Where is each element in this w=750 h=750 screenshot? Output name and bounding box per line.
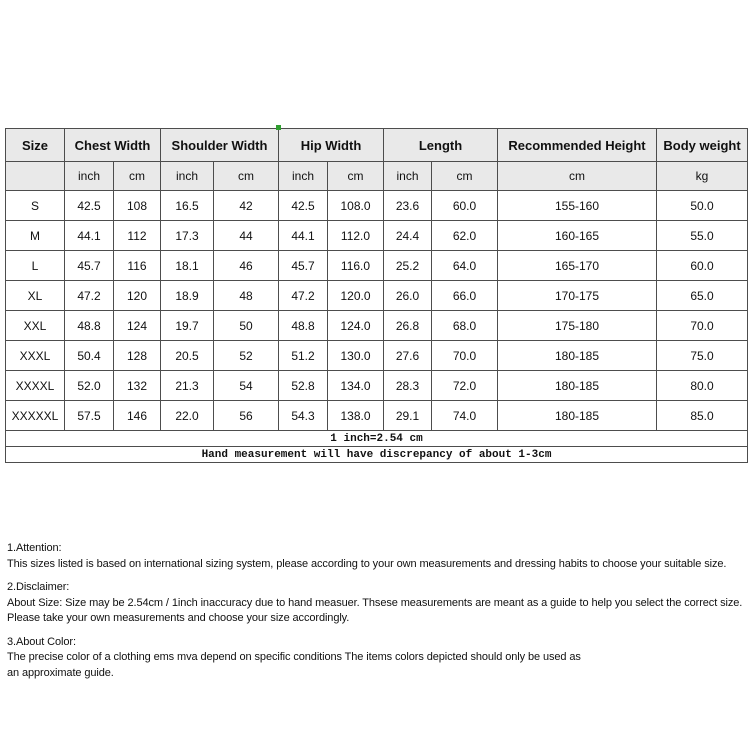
value-cell: 44.1 xyxy=(279,221,328,251)
value-cell: 25.2 xyxy=(384,251,432,281)
value-cell: 132 xyxy=(114,371,161,401)
col-header-body-weight: Body weight xyxy=(657,129,748,162)
table-row xyxy=(6,251,748,281)
value-cell: 26.8 xyxy=(384,311,432,341)
value-cell: 52.8 xyxy=(279,371,328,401)
value-cell: 48.8 xyxy=(279,311,328,341)
col-header-shoulder-width: Shoulder Width xyxy=(161,129,279,162)
footer-section xyxy=(7,580,750,627)
value-cell: 68.0 xyxy=(432,311,498,341)
value-cell: 42.5 xyxy=(65,191,114,221)
value-cell: 112 xyxy=(114,221,161,251)
value-cell: 160-165 xyxy=(498,221,657,251)
value-cell: 50 xyxy=(214,311,279,341)
table-row xyxy=(6,221,748,251)
value-cell: 70.0 xyxy=(432,341,498,371)
value-cell: 52.0 xyxy=(65,371,114,401)
value-cell: 75.0 xyxy=(657,341,748,371)
size-cell: XXXXL xyxy=(6,371,65,401)
value-cell: 18.9 xyxy=(161,281,214,311)
value-cell: 64.0 xyxy=(432,251,498,281)
value-cell: 165-170 xyxy=(498,251,657,281)
value-cell: 80.0 xyxy=(657,371,748,401)
value-cell: 60.0 xyxy=(432,191,498,221)
value-cell: 180-185 xyxy=(498,401,657,431)
value-cell: 60.0 xyxy=(657,251,748,281)
value-cell: 45.7 xyxy=(65,251,114,281)
size-cell: M xyxy=(6,221,65,251)
footer-section-line: Please take your own measurements and choose your size accordingly. xyxy=(7,612,350,624)
note-row xyxy=(6,431,748,447)
value-cell: 120 xyxy=(114,281,161,311)
value-cell: 124 xyxy=(114,311,161,341)
footer-section-heading: 3.About Color: xyxy=(7,635,76,648)
value-cell: 128 xyxy=(114,341,161,371)
value-cell: 45.7 xyxy=(279,251,328,281)
footer-section-line: The precise color of a clothing ems mva depend on specific conditions The items colors depicted should only be used as xyxy=(7,651,581,663)
green-artifact-mark xyxy=(276,125,281,130)
col-header-length: Length xyxy=(384,129,498,162)
unit-cell: inch xyxy=(65,162,114,191)
value-cell: 170-175 xyxy=(498,281,657,311)
value-cell: 175-180 xyxy=(498,311,657,341)
value-cell: 57.5 xyxy=(65,401,114,431)
value-cell: 50.4 xyxy=(65,341,114,371)
value-cell: 46 xyxy=(214,251,279,281)
col-header-size: Size xyxy=(6,129,65,162)
value-cell: 48.8 xyxy=(65,311,114,341)
unit-cell: cm xyxy=(432,162,498,191)
value-cell: 18.1 xyxy=(161,251,214,281)
value-cell: 47.2 xyxy=(279,281,328,311)
note-row xyxy=(6,447,748,463)
units-row xyxy=(6,162,748,191)
value-cell: 120.0 xyxy=(328,281,384,311)
value-cell: 27.6 xyxy=(384,341,432,371)
table-row xyxy=(6,311,748,341)
value-cell: 112.0 xyxy=(328,221,384,251)
note-inch-conversion: 1 inch=2.54 cm xyxy=(6,431,748,447)
value-cell: 134.0 xyxy=(328,371,384,401)
value-cell: 74.0 xyxy=(432,401,498,431)
value-cell: 146 xyxy=(114,401,161,431)
value-cell: 17.3 xyxy=(161,221,214,251)
value-cell: 62.0 xyxy=(432,221,498,251)
value-cell: 24.4 xyxy=(384,221,432,251)
value-cell: 70.0 xyxy=(657,311,748,341)
footer-section xyxy=(7,635,750,682)
value-cell: 108 xyxy=(114,191,161,221)
value-cell: 44.1 xyxy=(65,221,114,251)
value-cell: 55.0 xyxy=(657,221,748,251)
col-header-recommended-height: Recommended Height xyxy=(498,129,657,162)
value-cell: 85.0 xyxy=(657,401,748,431)
value-cell: 23.6 xyxy=(384,191,432,221)
size-cell: XXL xyxy=(6,311,65,341)
size-cell: XL xyxy=(6,281,65,311)
footer-section-line: This sizes listed is based on international sizing system, please according to your own measurements and dressing habits to choose your suitable size. xyxy=(7,557,727,570)
size-cell: XXXXXL xyxy=(6,401,65,431)
value-cell: 72.0 xyxy=(432,371,498,401)
value-cell: 180-185 xyxy=(498,341,657,371)
unit-cell: cm xyxy=(214,162,279,191)
unit-cell: kg xyxy=(657,162,748,191)
value-cell: 22.0 xyxy=(161,401,214,431)
value-cell: 116 xyxy=(114,251,161,281)
footer-section-line: About Size: Size may be 2.54cm / 1inch inaccuracy due to hand measuer. Thsese measurements are meant as a guide to help you select the correct size. xyxy=(7,596,743,609)
value-cell: 54 xyxy=(214,371,279,401)
value-cell: 130.0 xyxy=(328,341,384,371)
table-row xyxy=(6,401,748,431)
size-cell: XXXL xyxy=(6,341,65,371)
value-cell: 51.2 xyxy=(279,341,328,371)
value-cell: 180-185 xyxy=(498,371,657,401)
value-cell: 65.0 xyxy=(657,281,748,311)
value-cell: 56 xyxy=(214,401,279,431)
value-cell: 26.0 xyxy=(384,281,432,311)
size-cell: L xyxy=(6,251,65,281)
value-cell: 66.0 xyxy=(432,281,498,311)
footer-section-heading: 2.Disclaimer: xyxy=(7,581,70,593)
footer-notes xyxy=(7,541,750,689)
value-cell: 50.0 xyxy=(657,191,748,221)
table-row xyxy=(6,281,748,311)
header-row xyxy=(6,129,748,162)
value-cell: 19.7 xyxy=(161,311,214,341)
unit-cell: cm xyxy=(328,162,384,191)
value-cell: 42.5 xyxy=(279,191,328,221)
table-row xyxy=(6,191,748,221)
value-cell: 108.0 xyxy=(328,191,384,221)
size-cell: S xyxy=(6,191,65,221)
value-cell: 44 xyxy=(214,221,279,251)
value-cell: 155-160 xyxy=(498,191,657,221)
size-chart-table xyxy=(5,128,748,463)
value-cell: 54.3 xyxy=(279,401,328,431)
footer-section-heading: 1.Attention: xyxy=(7,542,62,554)
value-cell: 47.2 xyxy=(65,281,114,311)
footer-section-line: an approximate guide. xyxy=(7,666,114,679)
value-cell: 48 xyxy=(214,281,279,311)
value-cell: 42 xyxy=(214,191,279,221)
unit-cell: inch xyxy=(161,162,214,191)
col-header-chest-width: Chest Width xyxy=(65,129,161,162)
value-cell: 124.0 xyxy=(328,311,384,341)
unit-cell: inch xyxy=(279,162,328,191)
col-header-hip-width: Hip Width xyxy=(279,129,384,162)
table-row xyxy=(6,341,748,371)
value-cell: 16.5 xyxy=(161,191,214,221)
value-cell: 116.0 xyxy=(328,251,384,281)
value-cell: 138.0 xyxy=(328,401,384,431)
unit-cell-empty xyxy=(6,162,65,191)
value-cell: 28.3 xyxy=(384,371,432,401)
unit-cell: cm xyxy=(498,162,657,191)
footer-section xyxy=(7,541,750,572)
value-cell: 29.1 xyxy=(384,401,432,431)
value-cell: 20.5 xyxy=(161,341,214,371)
table-row xyxy=(6,371,748,401)
note-measurement-discrepancy: Hand measurement will have discrepancy of about 1-3cm xyxy=(6,447,748,463)
unit-cell: inch xyxy=(384,162,432,191)
unit-cell: cm xyxy=(114,162,161,191)
value-cell: 52 xyxy=(214,341,279,371)
value-cell: 21.3 xyxy=(161,371,214,401)
